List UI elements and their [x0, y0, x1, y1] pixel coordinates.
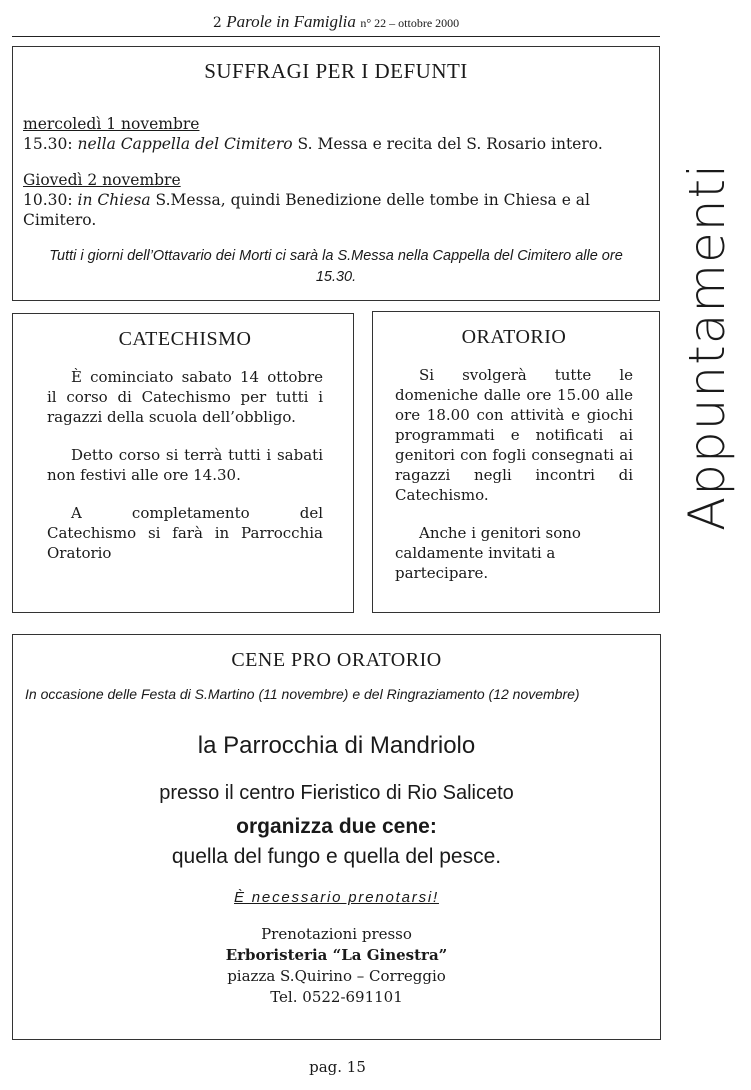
suffragi-title: SUFFRAGI PER I DEFUNTI	[204, 59, 468, 83]
entry-details	[23, 190, 649, 230]
booking-label: Prenotazioni presso	[261, 925, 412, 943]
oratorio-paragraph: Si svolgerà tutte le domeniche dalle ore 15.00 alle ore 18.00 con attività e giochi programmati e notificati ai genitori con fogli consegnati ai ragazzi negli incontri di Catechismo.	[395, 366, 633, 504]
catechismo-title: CATECHISMO	[118, 328, 252, 350]
cene-intro: In occasione delle Festa di S.Martino (11 novembre) e del Ringraziamento (12 novembre)	[25, 686, 580, 702]
cene-place: presso il centro Fieristico di Rio Saliceto	[159, 782, 514, 804]
booking-phone: Tel. 0522-691101	[270, 988, 403, 1006]
booking-shop: Erboristeria “La Ginestra”	[225, 946, 448, 964]
suffragi-entry	[23, 170, 649, 230]
entry-date: mercoledì 1 novembre	[23, 115, 200, 133]
booking-required-notice: È necessario prenotarsi!	[234, 889, 439, 906]
entry-place: nella Cappella del Cimitero	[77, 135, 293, 153]
side-label-text: Appuntamenti	[678, 163, 736, 531]
suffragi-box	[12, 46, 660, 301]
cene-dinners: quella del fungo e quella del pesce.	[171, 845, 502, 868]
entry-time: 10.30:	[23, 191, 73, 209]
suffragi-entry	[23, 114, 649, 154]
entry-details	[23, 134, 649, 154]
page-footer: pag. 15	[309, 1058, 366, 1076]
page-header	[12, 8, 660, 37]
cene-title: CENE PRO ORATORIO	[231, 649, 442, 671]
publication-title: Parole in Famiglia	[226, 12, 356, 31]
ottavario-notice: Tutti i giorni dell’Ottavario dei Morti ci sarà la S.Messa nella Cappella del Cimitero alle ore 15.30.	[49, 248, 623, 285]
entry-text: S. Messa e recita del S. Rosario intero.	[297, 135, 603, 153]
cene-box	[12, 634, 661, 1040]
oratorio-title: ORATORIO	[461, 326, 567, 348]
issue-info: n° 22 – ottobre 2000	[360, 16, 460, 30]
booking-address: piazza S.Quirino – Correggio	[227, 967, 446, 985]
entry-time: 15.30:	[23, 135, 73, 153]
catechismo-paragraph: A completamento del Catechismo si farà in Parrocchia Oratorio	[47, 504, 323, 562]
catechismo-paragraph: È cominciato sabato 14 ottobre il corso di Catechismo per tutti i ragazzi della scuola dell’obbligo.	[47, 368, 323, 426]
cene-organizer: la Parrocchia di Mandriolo	[197, 732, 476, 759]
section-side-label	[678, 163, 736, 531]
header-page-number: 2	[212, 15, 222, 31]
entry-date: Giovedì 2 novembre	[23, 171, 181, 189]
oratorio-box	[372, 311, 660, 613]
oratorio-paragraph: Anche i genitori sono caldamente invitati a partecipare.	[395, 524, 581, 582]
cene-action: organizza due cene:	[236, 815, 437, 838]
entry-text: S.Messa, quindi Benedizione delle tombe in Chiesa e al Cimitero.	[23, 191, 591, 229]
catechismo-box	[12, 313, 354, 613]
booking-info	[25, 924, 648, 1008]
entry-place: in Chiesa	[77, 191, 151, 209]
catechismo-paragraph: Detto corso si terrà tutti i sabati non festivi alle ore 14.30.	[47, 446, 323, 484]
